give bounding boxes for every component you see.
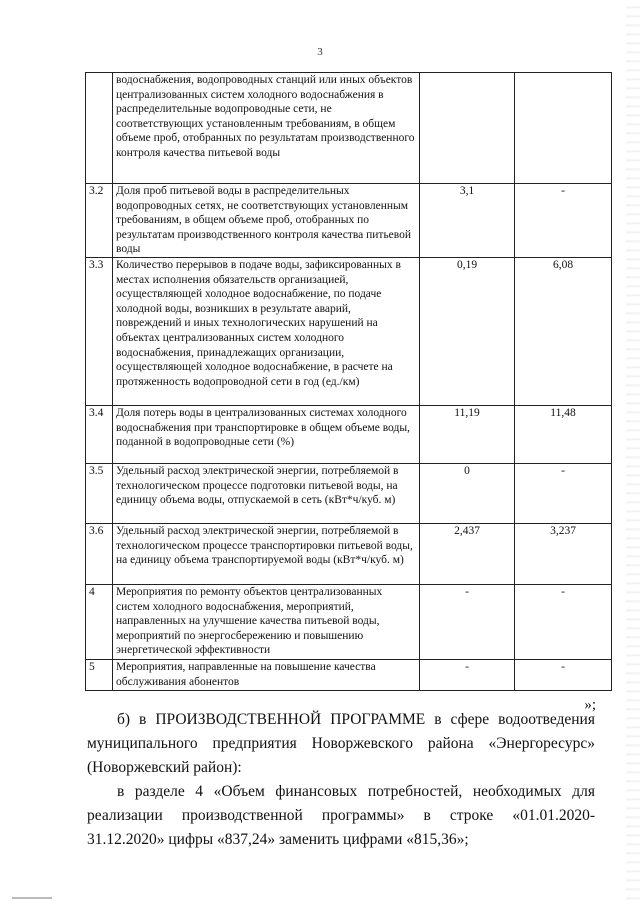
table-row — [86, 464, 612, 524]
row-number: 3.6 — [86, 524, 113, 585]
row-number: 4 — [86, 585, 113, 660]
row-description: Количество перерывов в подаче воды, зафиксированных в местах исполнения обязательств организацией, осуществляющей холодное водоснабжение, по подаче холодной воды, возникших в результате аварий, повреждений и иных технологических нарушений на объектах централизованных систем холодного водоснабжения, принадлежащих организации, осуществляющей холодное водоснабжение, в расчете на протяженность водопроводной сети в год (ед./км) — [113, 258, 420, 406]
row-number: 3.4 — [86, 406, 113, 464]
row-description: Мероприятия по ремонту объектов централизованных систем холодного водоснабжения, мероприятий, направленных на улучшение качества питьевой воды, мероприятий по энергосбережению и повышению энергетической эффективности — [113, 585, 420, 660]
row-value-fact: 11,48 — [515, 406, 612, 464]
row-description: Удельный расход электрической энергии, потребляемой в технологическом процессе транспортировки питьевой воды, на единицу объема транспортируемой воды (кВт*ч/куб. м) — [113, 524, 420, 585]
row-value-fact — [515, 73, 612, 184]
row-value-plan: 0,19 — [420, 258, 515, 406]
table-row — [86, 406, 612, 464]
table-row — [86, 258, 612, 406]
row-value-fact: 3,237 — [515, 524, 612, 585]
row-description: Доля проб питьевой воды в распределительных водопроводных сетях, не соответствующих установленным требованиям, в общем объеме проб, отобранных по результатам производственного контроля качества питьевой воды — [113, 184, 420, 258]
row-number: 3.3 — [86, 258, 113, 406]
row-value-plan: 2,437 — [420, 524, 515, 585]
row-value-plan — [420, 73, 515, 184]
table-row — [86, 184, 612, 258]
row-value-fact: - — [515, 585, 612, 660]
row-description: Удельный расход электрической энергии, потребляемой в технологическом процессе подготовки питьевой воды, на единицу объема воды, отпускаемой в сеть (кВт*ч/куб. м) — [113, 464, 420, 524]
program-indicators-table — [85, 72, 612, 691]
row-value-fact: - — [515, 660, 612, 691]
scan-footer-mark — [12, 897, 52, 899]
row-description: Доля потерь воды в централизованных системах холодного водоснабжения при транспортировке в общем объеме воды, поданной в водопроводные сети (%) — [113, 406, 420, 464]
row-value-plan: 3,1 — [420, 184, 515, 258]
row-value-plan: 0 — [420, 464, 515, 524]
row-value-plan: - — [420, 585, 515, 660]
row-value-plan: - — [420, 660, 515, 691]
row-description: водоснабжения, водопроводных станций или иных объектов централизованных систем холодного водоснабжения в распределительные водопроводные сети, не соответствующих установленным требованиям, в общем объеме проб, отобранных по результатам производственного контроля качества питьевой воды — [113, 73, 420, 184]
table-row — [86, 660, 612, 691]
row-value-fact: - — [515, 464, 612, 524]
scan-edge-artifact — [626, 0, 640, 905]
row-value-fact: - — [515, 184, 612, 258]
closing-quote-mark: »; — [584, 697, 596, 713]
page-number: 3 — [317, 46, 323, 58]
row-value-fact: 6,08 — [515, 258, 612, 406]
row-description: Мероприятия, направленные на повышение качества обслуживания абонентов — [113, 660, 420, 691]
row-value-plan: 11,19 — [420, 406, 515, 464]
paragraph-b: б) в ПРОИЗВОДСТВЕННОЙ ПРОГРАММЕ в сфере водоотведения муниципального предприятия Новоржевского района «Энергоресурс» (Новоржевский район): — [87, 711, 595, 776]
row-number — [86, 73, 113, 184]
table-row — [86, 585, 612, 660]
row-number: 3.5 — [86, 464, 113, 524]
row-number: 5 — [86, 660, 113, 691]
table-row — [86, 524, 612, 585]
row-number: 3.2 — [86, 184, 113, 258]
table-row — [86, 73, 612, 184]
paragraph-c: в разделе 4 «Объем финансовых потребностей, необходимых для реализации производственной программы» в строке «01.01.2020-31.12.2020» цифры «837,24» заменить цифрами «815,36»; — [87, 783, 595, 848]
